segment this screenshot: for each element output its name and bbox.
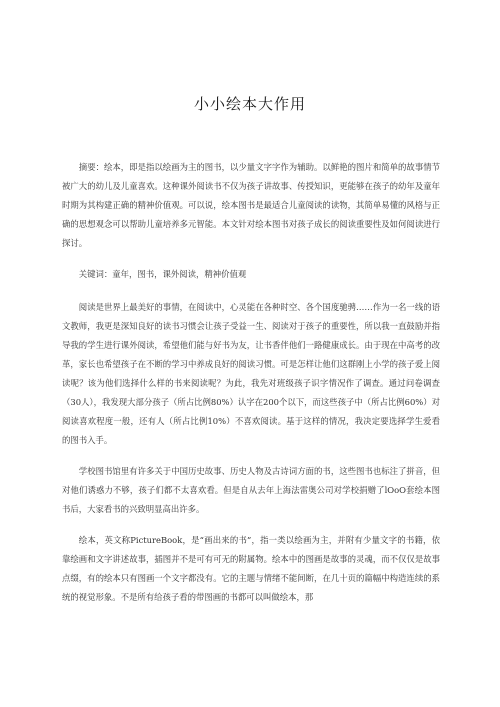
document-body [62, 158, 440, 619]
body-paragraph-3: 绘本，英文称PictureBook，是“画出来的书”，指一类以绘画为主，并附有少量文字的书籍，依靠绘画和文字讲述故事，插图并不是可有可无的附属物。绘本中的图画是故事的灵魂，而不仅仅是故事点缀，有的绘本只有图画一个文字都没有。它的主题与情绪不能间断，在几十页的篇幅中构造连续的系统的视觉形象。不是所有给孩子看的带图画的书都可以叫做绘本，那 [62, 535, 440, 602]
body-paragraph-1: 阅读是世界上最美好的事情，在阅读中，心灵能在各种时空、各个国度驰骋……作为一名一线的语文教师，我更是深知良好的读书习惯会让孩子受益一生、阅读对于孩子的重要性，所以我一直鼓励并指导我的学生进行课外阅读，希望他们能与好书为友，让书香伴他们一路健康成长。由于现在中高考的改革，家长也希望孩子在不断的学习中养成良好的阅读习惯。可是怎样让他们这群刚上小学的孩子爱上阅读呢？该为他们选择什么样的书来阅读呢？为此，我先对班级孩子识字情况作了调查。通过问卷调查（30人），我发现大部分孩子（所占比例80%）认字在200个以下，而这些孩子中（所占比例60%）对阅读喜欢程度一般，还有人（所占比例10%）不喜欢阅读。基于这样的情况，我决定要选择学生爱看的图书入手。 [62, 302, 440, 445]
keywords-paragraph: 关键词：童年，图书，课外阅读，精神价值观 [78, 269, 247, 279]
abstract-paragraph: 摘要：绘本，即是指以绘画为主的图书，以少量文字字作为辅助。以鲜艳的图片和简单的故事情节被广大的幼儿及儿童喜欢。这种课外阅读书不仅为孩子讲故事、传授知识，更能够在孩子的幼年及童年时期为其构建正确的精神价值观。可以说，绘本图书是最适合儿童阅读的读物，其简单易懂的风格与正确的思想观念可以帮助儿童培养多元智能。本文针对绘本图书对孩子成长的阅读重要性及如何阅读进行探讨。 [62, 162, 440, 248]
body-paragraph-2: 学校图书馆里有许多关于中国历史故事、历史人物及古诗词方面的书，这些图书也标注了拼音，但对他们诱惑力不够，孩子们都不太喜欢看。但是自从去年上海法雷奥公司对学校捐赠了lOoO套绘本图书后，大家看书的兴致明显高出许多。 [62, 466, 440, 514]
page-title: 小小绘本大作用 [193, 95, 306, 113]
